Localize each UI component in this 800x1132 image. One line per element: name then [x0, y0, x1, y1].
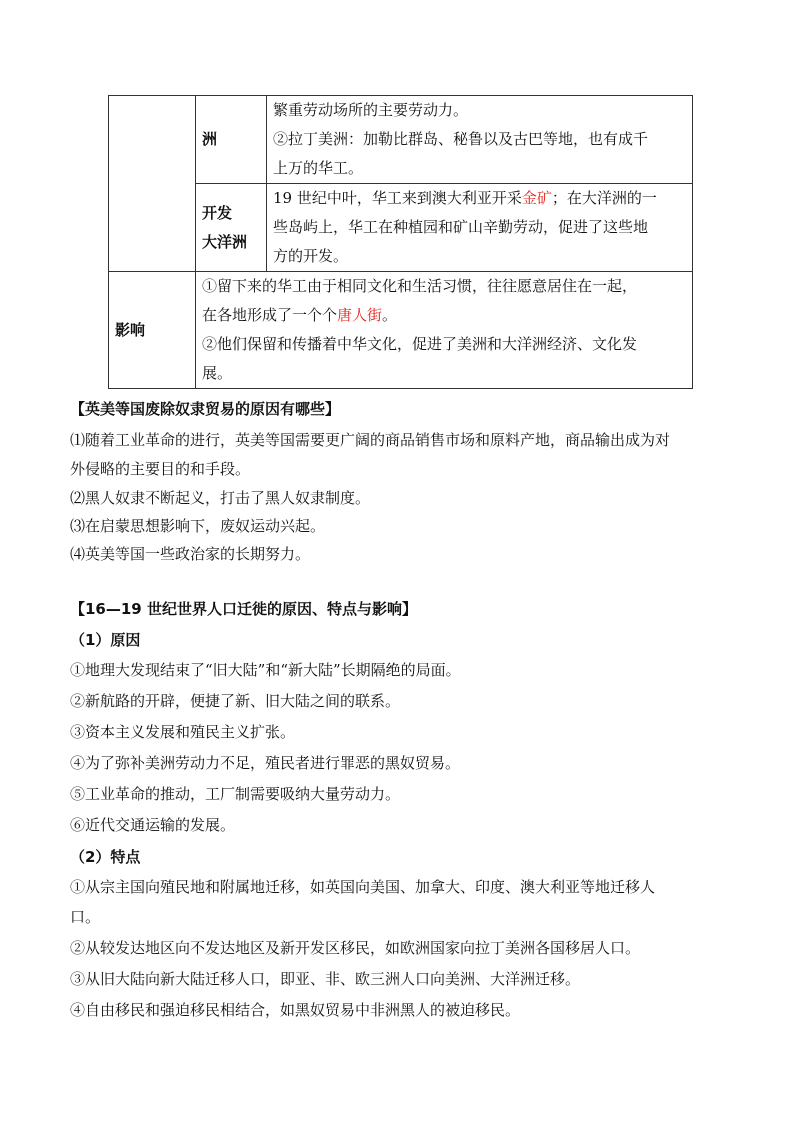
table-line: 些岛屿上，华工在种植园和矿山辛勤劳动，促进了这些地	[273, 218, 649, 236]
text-segment: 19 世纪中叶，华工来到澳大利亚开采	[273, 189, 522, 207]
list-item: 口。	[70, 908, 101, 926]
table-line: 展。	[202, 364, 233, 382]
paragraph-line: ⑷英美等国一些政治家的长期努力。	[70, 545, 311, 563]
table-line	[273, 184, 686, 213]
table-row	[109, 96, 693, 184]
highlight-text: 唐人街	[337, 306, 383, 324]
paragraph-line: 外侵略的主要目的和手段。	[70, 460, 251, 478]
table-line	[202, 301, 686, 330]
table-row	[109, 272, 693, 389]
list-item: ①地理大发现结束了“旧大陆”和“新大陆”长期隔绝的局面。	[70, 661, 461, 679]
table-content-cell	[267, 96, 693, 184]
list-item: ④自由移民和强迫移民相结合，如黑奴贸易中非洲黑人的被迫移民。	[70, 1001, 521, 1019]
table-label-cell: 影响	[109, 272, 196, 389]
table-line: ①留下来的华工由于相同文化和生活习惯，往往愿意居住在一起，	[202, 277, 638, 295]
highlight-text: 金矿	[521, 189, 552, 207]
list-item: ①从宗主国向殖民地和附属地迁移，如英国向美国、加拿大、印度、澳大利亚等地迁移人	[70, 878, 656, 896]
subsection-heading: （2）特点	[70, 848, 141, 866]
subheader-line: 开发	[202, 203, 233, 222]
table-subheader-cell: 洲	[196, 96, 267, 184]
table-line: ②拉丁美洲：加勒比群岛、秘鲁以及古巴等地，也有成千	[273, 130, 649, 148]
list-item: ②新航路的开辟，便捷了新、旧大陆之间的联系。	[70, 692, 401, 710]
table-line: ②他们保留和传播着中华文化，促进了美洲和大洋洲经济、文化发	[202, 335, 638, 353]
table-row	[109, 184, 693, 272]
list-item: ④为了弥补美洲劳动力不足，殖民者进行罪恶的黑奴贸易。	[70, 754, 461, 772]
section-heading: 【16—19 世纪世界人口迁徙的原因、特点与影响】	[70, 600, 417, 618]
paragraph-line: ⑶在启蒙思想影响下，废奴运动兴起。	[70, 517, 326, 535]
table-line: 繁重劳动场所的主要劳动力。	[273, 101, 469, 119]
list-item: ③从旧大陆向新大陆迁移人口，即亚、非、欧三洲人口向美洲、大洋洲迁移。	[70, 970, 581, 988]
table-cell-empty	[109, 96, 196, 272]
list-item: ②从较发达地区向不发达地区及新开发区移民，如欧洲国家向拉丁美洲各国移居人口。	[70, 939, 641, 957]
text-segment: 。	[382, 306, 398, 324]
subheader-line: 大洋洲	[202, 232, 248, 251]
table-subheader-cell	[196, 184, 267, 272]
table-line: 上万的华工。	[273, 159, 364, 177]
migration-table	[108, 95, 693, 389]
list-item: ③资本主义发展和殖民主义扩张。	[70, 723, 296, 741]
list-item: ⑥近代交通运输的发展。	[70, 816, 236, 834]
text-segment: 在各地形成了一个个	[202, 306, 338, 324]
text-segment: ；在大洋洲的一	[551, 189, 657, 207]
table-line: 方的开发。	[273, 247, 349, 265]
list-item: ⑤工业革命的推动，工厂制需要吸纳大量劳动力。	[70, 785, 401, 803]
section-heading: 【英美等国废除奴隶贸易的原因有哪些】	[70, 400, 341, 418]
paragraph-line: ⑴随着工业革命的进行，英美等国需要更广阔的商品销售市场和原料产地，商品输出成为对	[70, 431, 671, 449]
subsection-heading: （1）原因	[70, 631, 141, 649]
paragraph-line: ⑵黑人奴隶不断起义，打击了黑人奴隶制度。	[70, 489, 371, 507]
table-content-cell	[267, 184, 693, 272]
table-content-cell	[196, 272, 693, 389]
